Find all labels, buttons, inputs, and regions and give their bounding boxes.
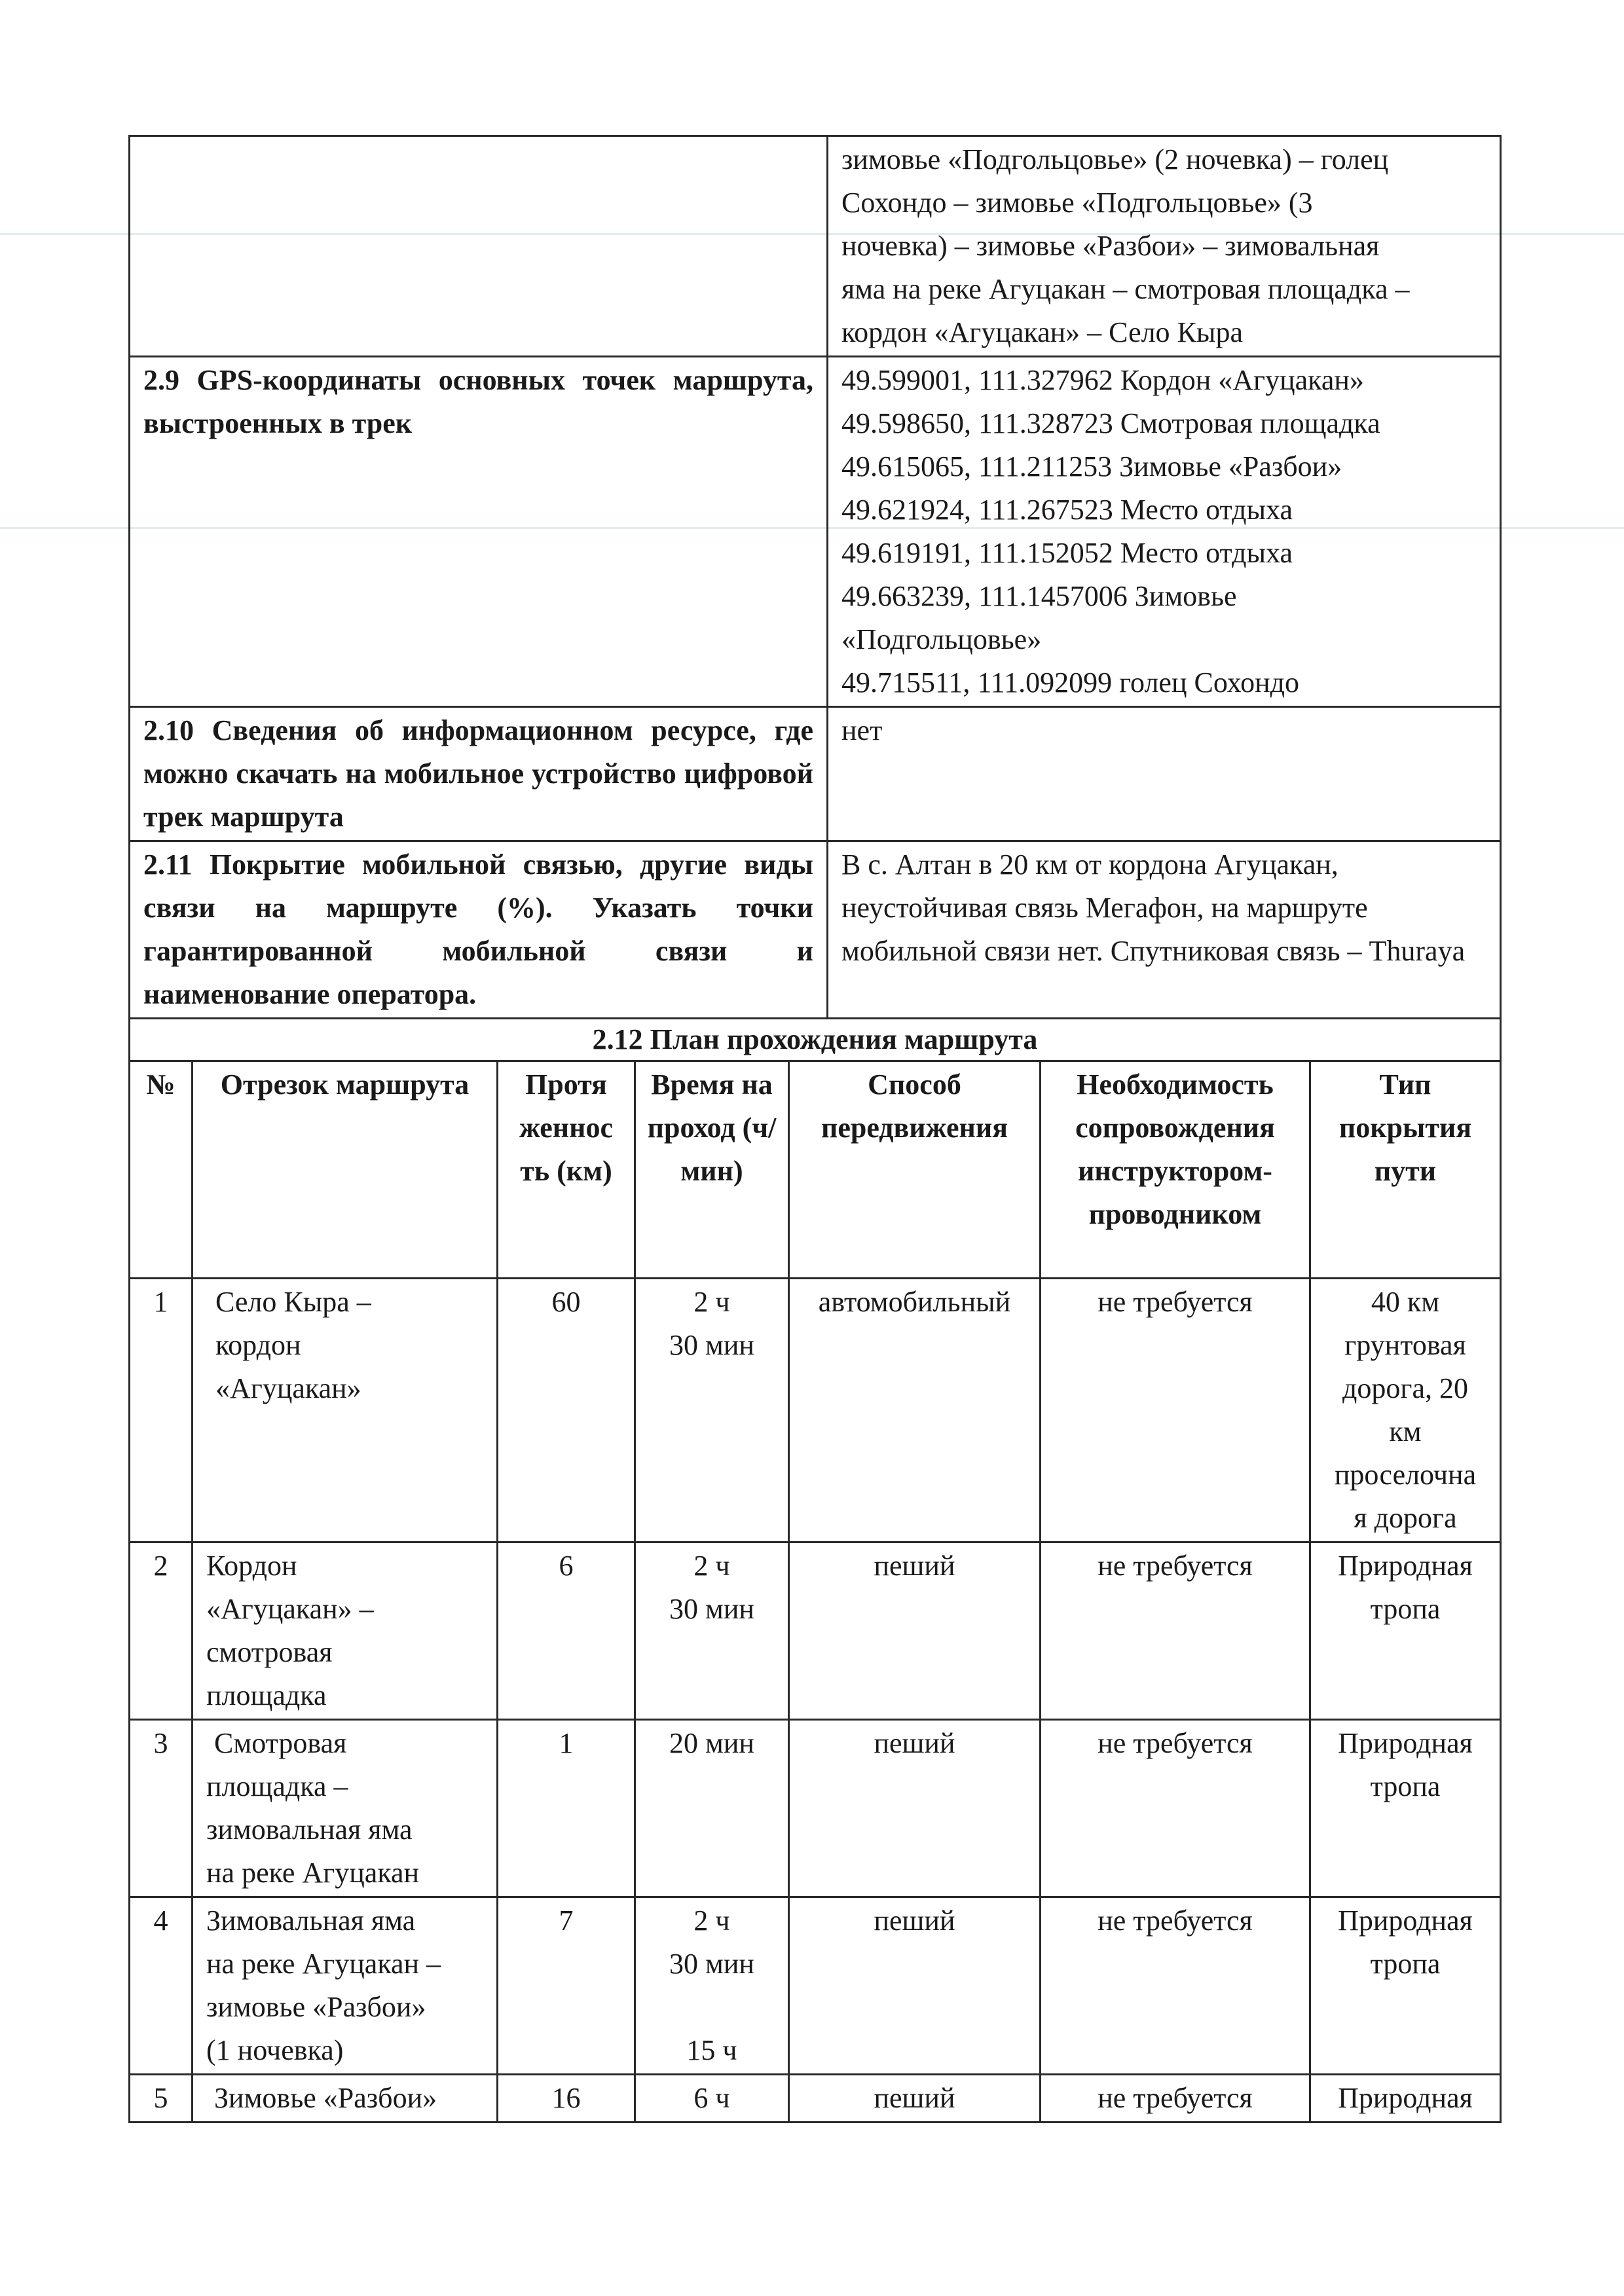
table-row — [130, 1897, 1501, 2074]
time-gap — [649, 1986, 775, 2029]
col-header-guide: Необходимость сопровождения инструктором-проводником — [1041, 1062, 1310, 1278]
mobile-coverage-value: В с. Алтан в 20 км от кордона Агуцакан, неустойчивая связь Мегафон, на маршруте мобильной связи нет. Спутниковая связь – Thuraya — [828, 841, 1501, 1019]
row-number: 4 — [130, 1897, 193, 2074]
row-length: 7 — [498, 1897, 635, 2074]
mobile-coverage-row — [130, 841, 1501, 1019]
row-mode: пеший — [789, 1719, 1041, 1897]
row-surface: 40 км грунтовая дорога, 20 км проселочна я дорога — [1310, 1278, 1501, 1542]
row-guide: не требуется — [1041, 1897, 1310, 2074]
route-plan-table — [128, 1062, 1502, 2123]
row-segment: Зимовье «Разбои» — [193, 2074, 498, 2122]
row-guide: не требуется — [1041, 1719, 1310, 1897]
row-guide: не требуется — [1041, 2074, 1310, 2122]
table-row — [130, 1542, 1501, 1719]
route-continued-text: зимовье «Подгольцовье» (2 ночевка) – голец Сохондо – зимовье «Подгольцовье» (3 ночевка) – зимовье «Разбои» – зимовальная яма на реке Агуцакан – смотровая площадка – кордон «Агуцакан» – Село Кыра — [828, 136, 1501, 357]
route-continued-label-cell — [130, 136, 828, 357]
row-length: 1 — [498, 1719, 635, 1897]
mobile-coverage-label: 2.11 Покрытие мобильной связью, другие виды связи на маршруте (%). Указать точки гарантированной мобильной связи и наименование оператора. — [130, 841, 828, 1019]
row-guide: не требуется — [1041, 1278, 1310, 1542]
row-segment: Село Кыра – кордон «Агуцакан» — [193, 1278, 498, 1542]
col-header-segment: Отрезок маршрута — [193, 1062, 498, 1278]
row-surface: Природная тропа — [1310, 1542, 1501, 1719]
row-time: 6 ч — [635, 2074, 789, 2122]
gps-coordinates-row — [130, 357, 1501, 707]
plan-header-row — [130, 1062, 1501, 1278]
gps-coordinates-label: 2.9 GPS-координаты основных точек маршрута, выстроенных в трек — [130, 357, 828, 707]
row-mode: пеший — [789, 2074, 1041, 2122]
col-header-length: Протя женнос ть (км) — [498, 1062, 635, 1278]
gps-coordinates-list: 49.599001, 111.327962 Кордон «Агуцакан» 49.598650, 111.328723 Смотровая площадка 49.615065, 111.211253 Зимовье «Разбои» 49.621924, 111.267523 Место отдыха 49.619191, 111.152052 Место отдыха 49.663239, 111.1457006 Зимовье «Подгольцовье» 49.715511, 111.092099 голец Сохондо — [828, 357, 1501, 707]
row-number: 3 — [130, 1719, 193, 1897]
col-header-surface: Тип покрытия пути — [1310, 1062, 1501, 1278]
row-number: 5 — [130, 2074, 193, 2122]
row-mode: пеший — [789, 1542, 1041, 1719]
row-mode: пеший — [789, 1897, 1041, 2074]
row-length: 16 — [498, 2074, 635, 2122]
col-header-number: № — [130, 1062, 193, 1278]
row-length: 6 — [498, 1542, 635, 1719]
row-time: 20 мин — [635, 1719, 789, 1897]
row-time: 2 ч 30 мин — [635, 1278, 789, 1542]
row-surface: Природная тропа — [1310, 1719, 1501, 1897]
row-segment: Зимовальная яма на реке Агуцакан – зимовье «Разбои» (1 ночевка) — [193, 1897, 498, 2074]
col-header-time: Время на проход (ч/мин) — [635, 1062, 789, 1278]
table-row — [130, 2074, 1501, 2122]
document-page — [128, 135, 1500, 2123]
row-time: 2 ч 30 мин 15 ч — [635, 1897, 789, 2074]
row-guide: не требуется — [1041, 1542, 1310, 1719]
plan-title-row — [130, 1019, 1501, 1061]
route-continued-row — [130, 136, 1501, 357]
route-info-table — [128, 135, 1502, 1062]
row-length: 60 — [498, 1278, 635, 1542]
row-mode: автомобильный — [789, 1278, 1041, 1542]
table-row — [130, 1719, 1501, 1897]
col-header-mode: Способ передвижения — [789, 1062, 1041, 1278]
row-time: 2 ч 30 мин — [635, 1542, 789, 1719]
row-segment: Смотровая площадка – зимовальная яма на реке Агуцакан — [193, 1719, 498, 1897]
row-number: 2 — [130, 1542, 193, 1719]
plan-title: 2.12 План прохождения маршрута — [130, 1019, 1501, 1061]
row-number: 1 — [130, 1278, 193, 1542]
track-resource-value: нет — [828, 707, 1501, 841]
row-surface: Природная — [1310, 2074, 1501, 2122]
track-resource-row — [130, 707, 1501, 841]
table-row — [130, 1278, 1501, 1542]
row-surface: Природная тропа — [1310, 1897, 1501, 2074]
row-segment: Кордон «Агуцакан» – смотровая площадка — [193, 1542, 498, 1719]
track-resource-label: 2.10 Сведения об информационном ресурсе, где можно скачать на мобильное устройство цифровой трек маршрута — [130, 707, 828, 841]
